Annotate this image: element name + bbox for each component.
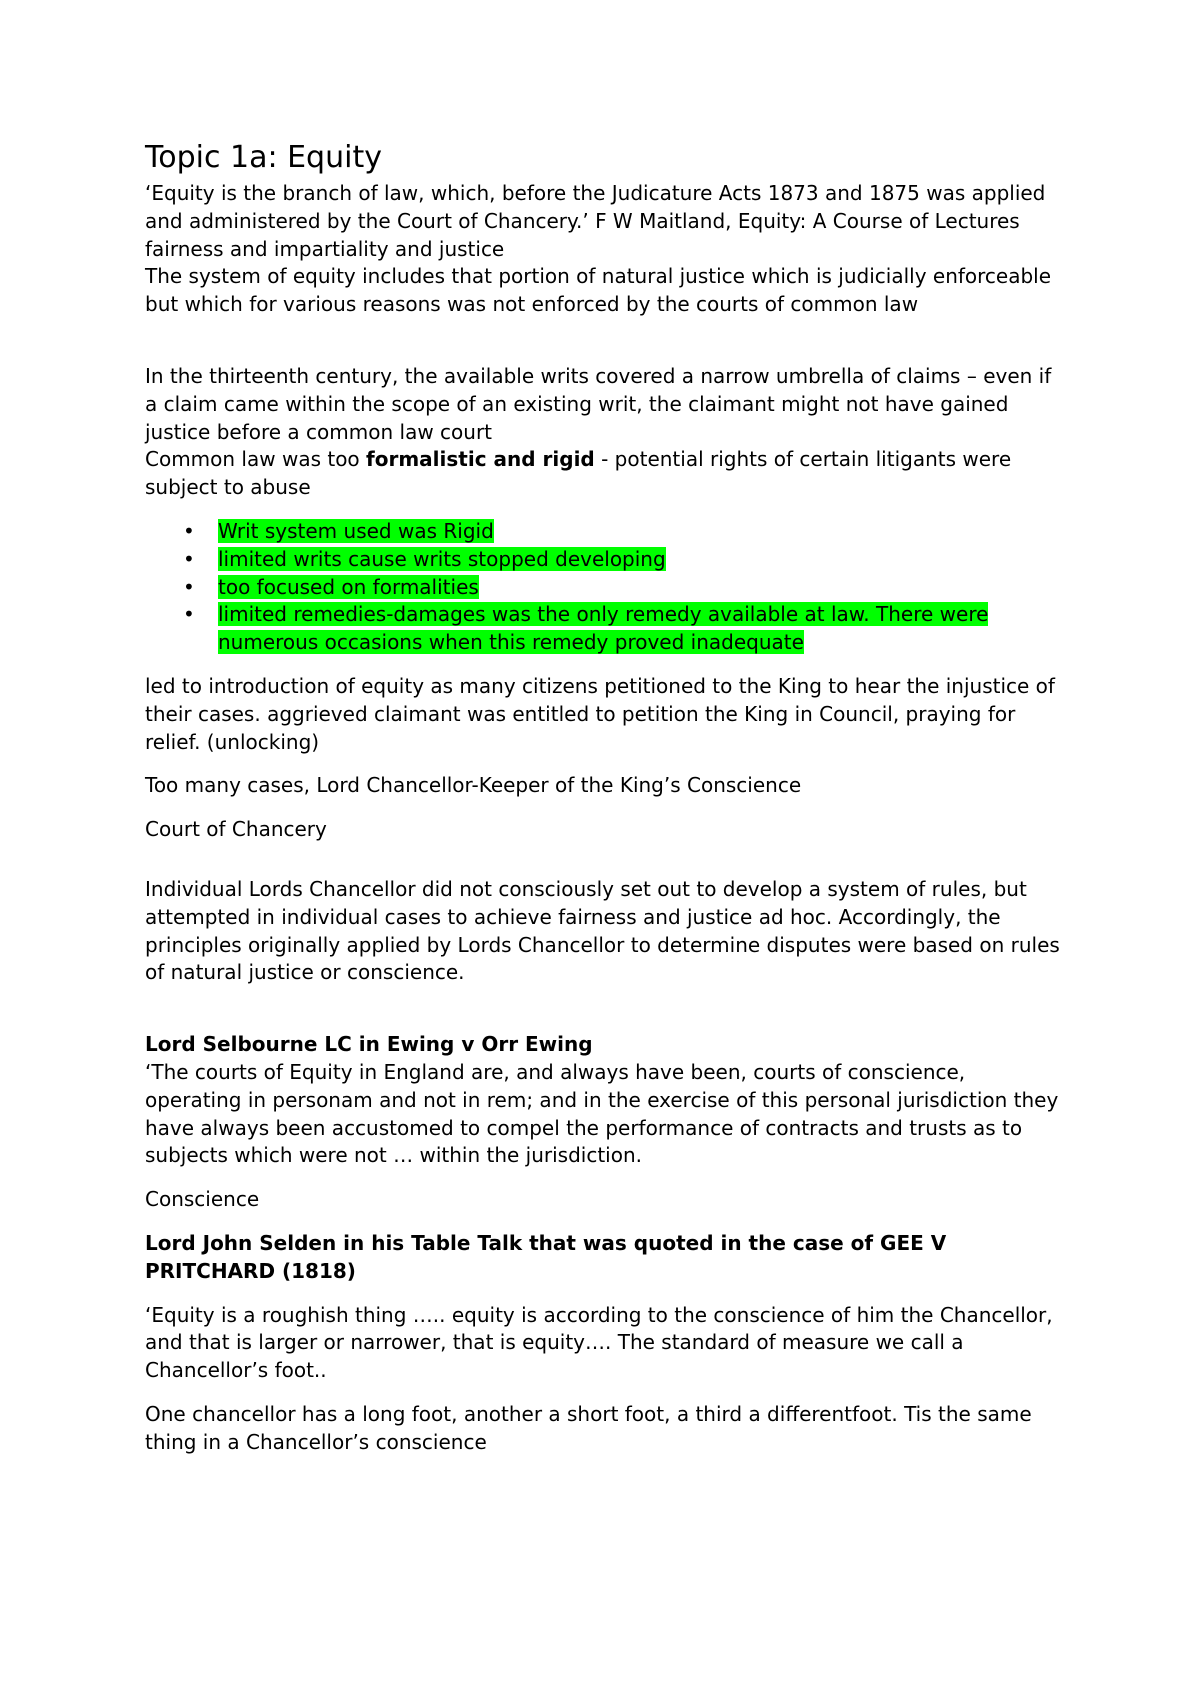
thirteenth-century-paragraph: In the thirteenth century, the available writs covered a narrow umbrella of claims – even if a claim came within the scope of an existing writ, the claimant might not have gained justice before a common law court xyxy=(145,363,1052,444)
one-chancellor-paragraph: One chancellor has a long foot, another a short foot, a third a differentfoot. Tis the same thing in a Chancellor’s conscience xyxy=(145,1401,1032,1454)
selden-quote: ‘Equity is a roughish thing ….. equity is according to the conscience of him the Chancellor, and that is larger or narrower, that is equity…. The standard of measure we call a Chancellor’s foot.. xyxy=(145,1302,1053,1383)
bullet-icon: • xyxy=(183,602,195,627)
list-item xyxy=(183,574,1065,602)
spacer xyxy=(145,800,1065,816)
bullet-icon: • xyxy=(183,574,195,599)
too-many-cases-line: Too many cases, Lord Chancellor-Keeper of the King’s Conscience xyxy=(145,773,802,798)
bullet-text: limited remedies-damages was the only remedy available at law. There were numerous occasions when this remedy proved inadequate xyxy=(218,602,989,655)
system-of-equity-paragraph: The system of equity includes that portion of natural justice which is judicially enforceable but which for various reasons was not enforced by the courts of common law xyxy=(145,264,1052,317)
list-item xyxy=(183,546,1065,574)
highlighted-bullet-list xyxy=(183,518,1065,657)
court-of-chancery-line: Court of Chancery xyxy=(145,817,327,842)
list-item xyxy=(183,518,1065,546)
bullet-text: too focused on formalities xyxy=(218,574,479,599)
selbourne-quote: ‘The courts of Equity in England are, and always have been, courts of conscience, operating in personam and not in rem; and in the exercise of this personal jurisdiction they have always been accustomed to compel the performance of contracts and trusts as to subjects which were not … within the jurisdiction. xyxy=(145,1059,1059,1168)
individual-lords-paragraph: Individual Lords Chancellor did not consciously set out to develop a system of rules, but attempted in individual cases to achieve fairness and justice ad hoc. Accordingly, the principles originally applied by Lords Chancellor to determine disputes were based on rules of natural justice or conscience. xyxy=(145,876,1060,985)
fairness-line: fairness and impartiality and justice xyxy=(145,236,505,261)
spacer xyxy=(145,860,1065,876)
intro-quote: ‘Equity is the branch of law, which, before the Judicature Acts 1873 and 1875 was applied and administered by the Court of Chancery.’ F W Maitland, Equity: A Course of Lectures xyxy=(145,181,1046,233)
spacer xyxy=(145,844,1065,860)
page-title: Topic 1a: Equity xyxy=(145,140,382,175)
common-law-prefix: Common law was too xyxy=(145,447,367,472)
common-law-bold: formalistic and rigid xyxy=(366,447,595,472)
bullet-icon: • xyxy=(183,546,195,571)
spacer xyxy=(145,1385,1065,1401)
spacer xyxy=(145,1170,1065,1186)
common-law-paragraph xyxy=(145,446,1065,502)
spacer xyxy=(145,987,1065,1031)
selbourne-heading: Lord Selbourne LC in Ewing v Orr Ewing xyxy=(145,1032,593,1057)
conscience-line: Conscience xyxy=(145,1187,260,1212)
spacer xyxy=(145,319,1065,363)
bullet-text: Writ system used was Rigid xyxy=(218,518,494,543)
selden-heading: Lord John Selden in his Table Talk that was quoted in the case of GEE V PRITCHARD (1818) xyxy=(145,1230,947,1283)
spacer xyxy=(145,756,1065,772)
spacer xyxy=(145,1286,1065,1302)
common-law-suffix: - potential rights of certain litigants were subject to abuse xyxy=(145,447,1012,500)
list-item xyxy=(183,601,1065,657)
bullet-icon: • xyxy=(183,518,195,543)
led-to-paragraph: led to introduction of equity as many citizens petitioned to the King to hear the injustice of their cases. aggrieved claimant was entitled to petition the King in Council, praying for relief. (unlocking) xyxy=(145,673,1055,754)
document-page xyxy=(145,138,1065,1456)
bullet-text: limited writs cause writs stopped developing xyxy=(218,546,666,571)
spacer xyxy=(145,1214,1065,1230)
